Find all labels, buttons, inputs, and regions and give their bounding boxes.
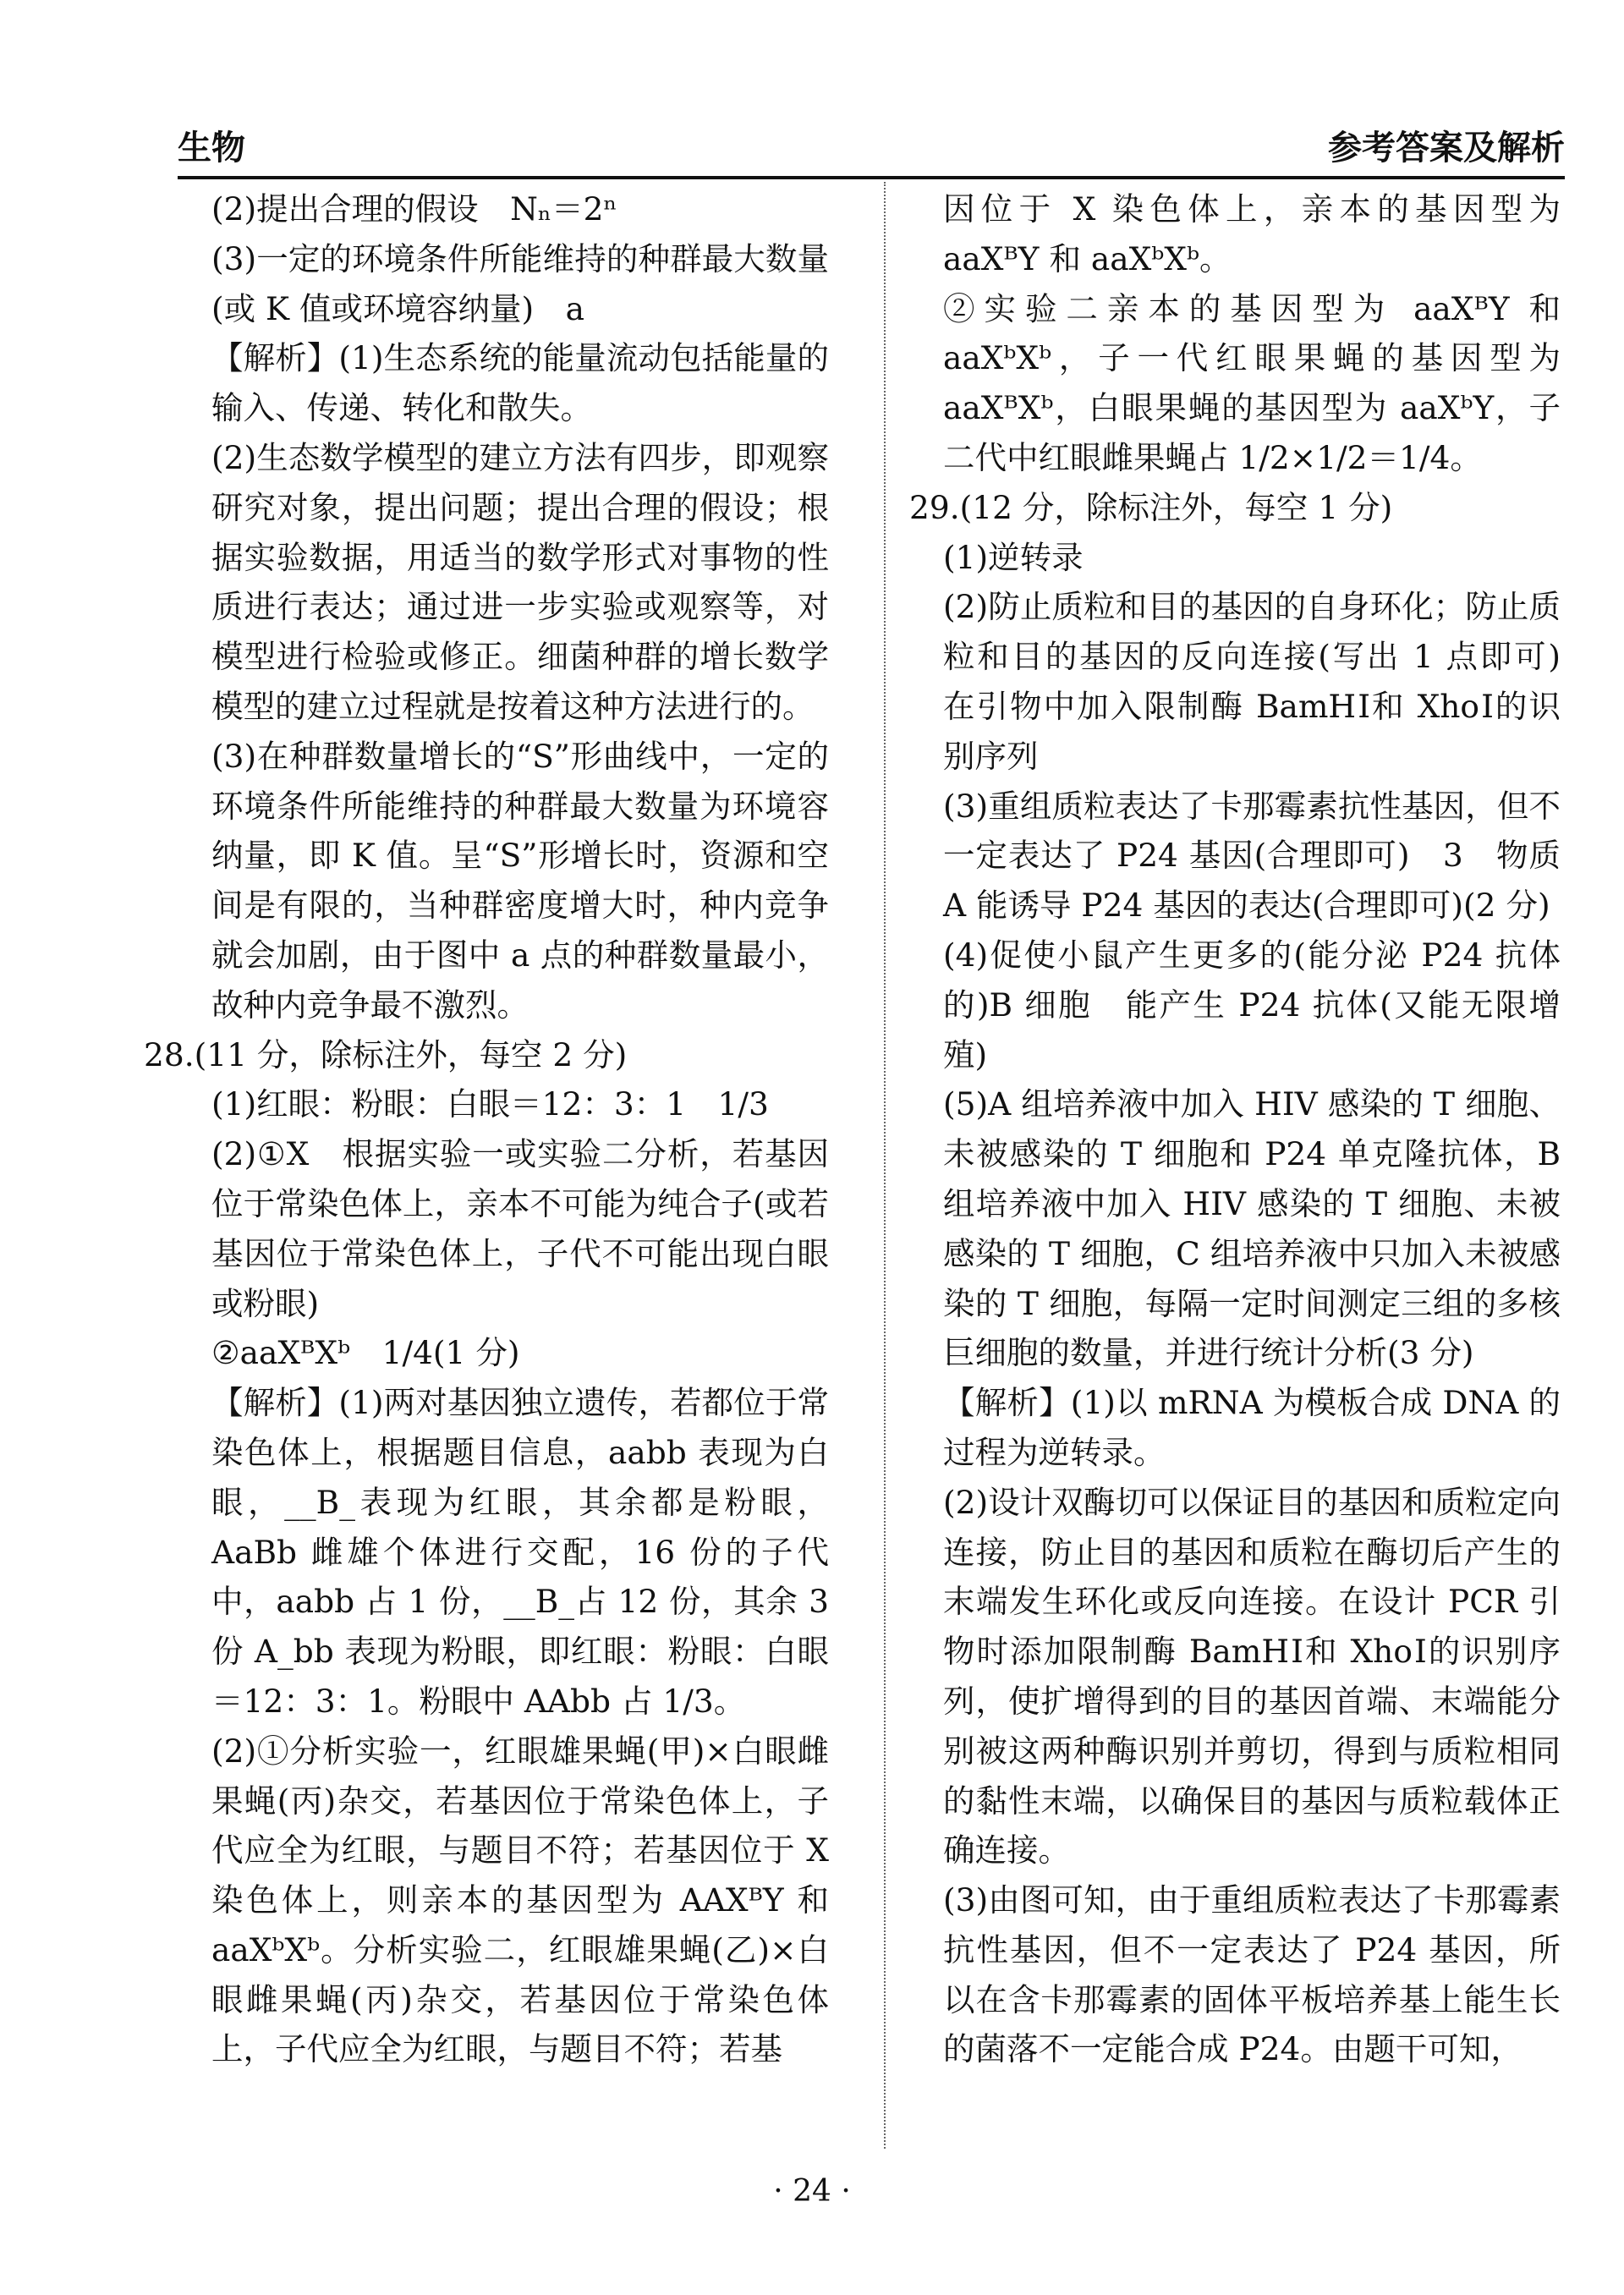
q29-analysis-3: (3)由图可知，由于重组质粒表达了卡那霉素抗性基因，但不一定表达了 P24 基因，所以在含卡那霉素的固体平板培养基上能生长的菌落不一定能合成 P24。由题干可知， [943, 1881, 1561, 2068]
section-title: 参考答案及解析 [1328, 129, 1565, 167]
q28-answer-2: (2)①X 根据实验一或实验二分析，若基因位于常染色体上，亲本不可能为纯合子(或若基因位于常染色体上，子代不可能出现白眼或粉眼) [211, 1135, 829, 1322]
page-number: · 24 · [773, 2174, 851, 2209]
q28-analysis-1: 【解析】(1)两对基因独立遗传，若都位于常染色体上，根据题目信息，aabb 表现为白眼，__B_表现为红眼，其余都是粉眼，AaBb 雌雄个体进行交配，16 份的子代中，aabb 占 1 份，__B_占 12 份，其余 3 份 A_bb 表现为粉眼，即红眼：粉眼：白眼＝12：3：1。粉眼中 AAbb 占 1/3。 [211, 1384, 829, 1720]
q27-answer-2: (2)提出合理的假设 Nₙ＝2ⁿ [211, 190, 617, 228]
q28-heading: 28.(11 分，除标注外，每空 2 分) [144, 1035, 628, 1073]
q28-analysis-2: (2)①分析实验一，红眼雄果蝇(甲)×白眼雌果蝇(丙)杂交，若基因位于常染色体上，子代应全为红眼，与题目不符；若基因位于 X 染色体上，则亲本的基因型为 AAXᴮY 和 aaXᵇXᵇ。分析实验二，红眼雄果蝇(乙)×白眼雌果蝇(丙)杂交，若基因位于常染色体上，子代应全为红眼，与题目不符；若基 [211, 1732, 829, 2068]
column-divider [884, 182, 886, 2149]
q29-answer-3: (3)重组质粒表达了卡那霉素抗性基因，但不一定表达了 P24 基因(合理即可) 3 物质 A 能诱导 P24 基因的表达(合理即可)(2 分) [943, 787, 1561, 925]
q29-analysis-1: 【解析】(1)以 mRNA 为模板合成 DNA 的过程为逆转录。 [943, 1384, 1561, 1471]
q28-analysis-2b: ②实验二亲本的基因型为 aaXᴮY 和 aaXᵇXᵇ，子一代红眼果蝇的基因型为 aaXᴮXᵇ，白眼果蝇的基因型为 aaXᵇY，子二代中红眼雌果蝇占 1/2×1/2＝1/4。 [943, 289, 1561, 476]
q29-answer-1: (1)逆转录 [943, 538, 1084, 576]
q29-answer-5: (5)A 组培养液中加入 HIV 感染的 T 细胞、未被感染的 T 细胞和 P24 单克隆抗体，B 组培养液中加入 HIV 感染的 T 细胞、未被感染的 T 细胞，C 组培养液中只加入未被感染的 T 细胞，每隔一定时间测定三组的多核巨细胞的数量，并进行统计分析(3 分) [943, 1085, 1561, 1372]
right-column [909, 184, 1593, 2074]
q29-analysis-2: (2)设计双酶切可以保证目的基因和质粒定向连接，防止目的基因和质粒在酶切后产生的末端发生环化或反向连接。在设计 PCR 引物时添加限制酶 BamHⅠ和 XhoⅠ的识别序列，使扩增得到的目的基因首端、末端能分别被这两种酶识别并剪切，得到与质粒相同的黏性末端，以确保目的基因与质粒载体正确连接。 [943, 1483, 1561, 1869]
q28-analysis-2-cont: 因位于 X 染色体上，亲本的基因型为 aaXᴮY 和 aaXᵇXᵇ。 [943, 190, 1561, 277]
q27-analysis-1: 【解析】(1)生态系统的能量流动包括能量的输入、传递、转化和散失。 [211, 339, 829, 427]
q29-answer-2: (2)防止质粒和目的基因的自身环化；防止质粒和目的基因的反向连接(写出 1 点即可) 在引物中加入限制酶 BamHⅠ和 XhoⅠ的识别序列 [943, 588, 1593, 775]
q29-answer-4: (4)促使小鼠产生更多的(能分泌 P24 抗体的)B 细胞 能产生 P24 抗体(又能无限增殖) [943, 936, 1561, 1073]
subject-title: 生物 [178, 129, 245, 167]
page-header [178, 110, 1565, 179]
q27-analysis-2: (2)生态数学模型的建立方法有四步，即观察研究对象，提出问题；提出合理的假设；根据实验数据，用适当的数学形式对事物的性质进行表达；通过进一步实验或观察等，对模型进行检验或修正。细菌种群的增长数学模型的建立过程就是按着这种方法进行的。 [211, 438, 829, 725]
q28-answer-1: (1)红眼：粉眼：白眼＝12：3：1 1/3 [211, 1085, 769, 1123]
left-column [144, 184, 829, 2074]
q27-analysis-3: (3)在种群数量增长的“S”形曲线中，一定的环境条件所能维持的种群最大数量为环境容纳量，即 K 值。呈“S”形增长时，资源和空间是有限的，当种群密度增大时，种内竞争就会加剧，由于图中 a 点的种群数量最小，故种内竞争最不激烈。 [211, 737, 829, 1024]
q28-answer-2b: ②aaXᴮXᵇ 1/4(1 分) [211, 1334, 520, 1372]
q29-heading: 29.(12 分，除标注外，每空 1 分) [909, 488, 1393, 526]
q27-answer-3: (3)一定的环境条件所能维持的种群最大数量(或 K 值或环境容纳量) a [211, 239, 829, 327]
